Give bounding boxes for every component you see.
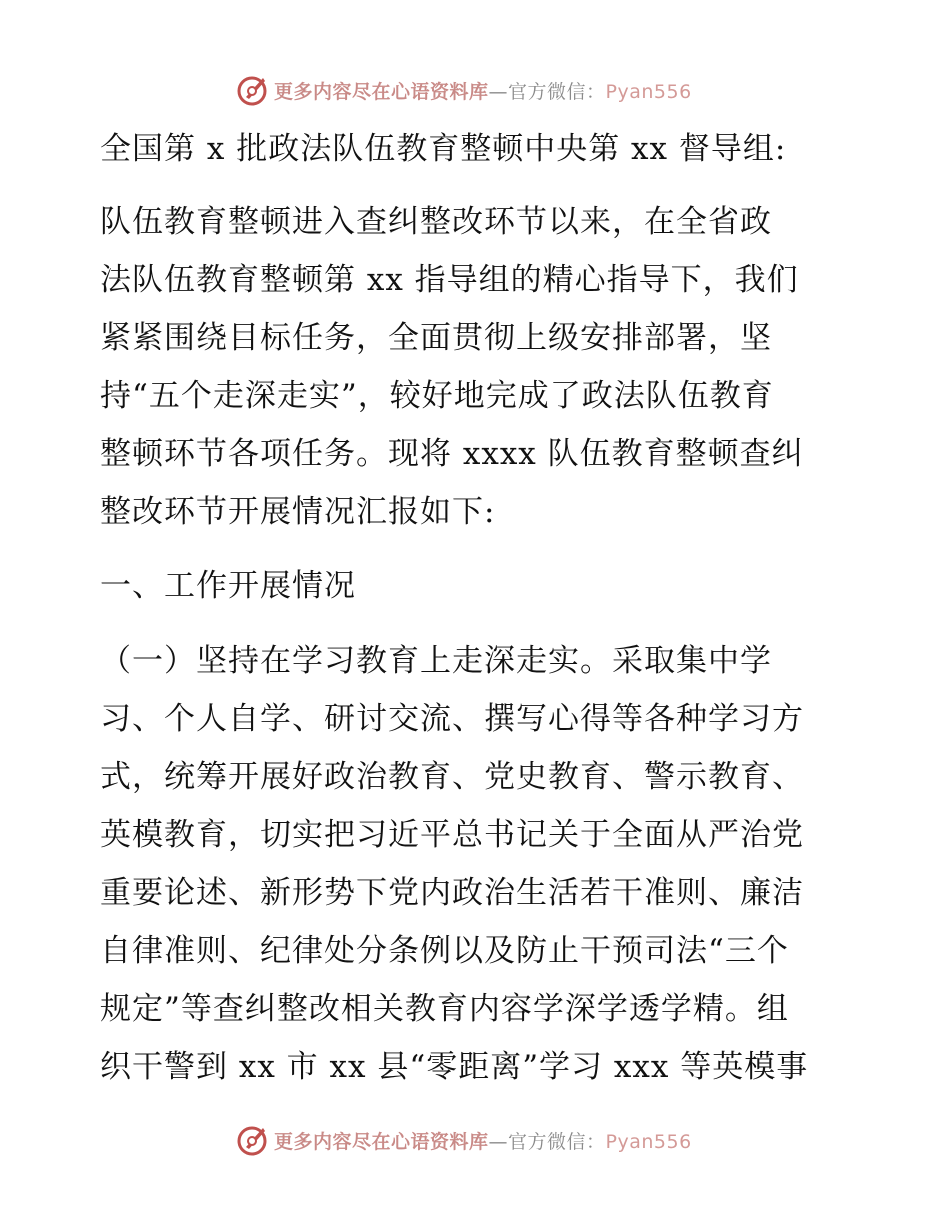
intro-line: 持“五个走深走实”，较好地完成了政法队伍教育 (100, 378, 774, 414)
feather-pen-logo-icon (236, 73, 270, 107)
section-line: 式，统筹开展好政治教育、党史教育、警示教育、 (100, 759, 804, 795)
banner-main-text: 更多内容尽在心语资料库 (274, 80, 489, 103)
banner-separator: — (488, 80, 509, 103)
salutation: 全国第 x 批政法队伍教育整顿中央第 xx 督导组: (100, 131, 787, 167)
intro-line: 队伍教育整顿进入查纠整改环节以来，在全省政 (100, 204, 772, 240)
intro-line: 整顿环节各项任务。现将 xxxx 队伍教育整顿查纠 (100, 436, 804, 472)
banner-wechat-label: 官方微信： (508, 80, 606, 103)
feather-pen-logo-icon (236, 1123, 270, 1157)
banner-text (274, 1127, 692, 1154)
section-heading: 一、工作开展情况 (100, 568, 356, 604)
banner-main-text: 更多内容尽在心语资料库 (274, 1130, 489, 1153)
intro-line: 整改环节开展情况汇报如下: (100, 494, 496, 530)
header-watermark-banner (0, 70, 950, 110)
footer-watermark-banner (0, 1120, 950, 1160)
section-line: （一）坚持在学习教育上走深走实。采取集中学 (100, 643, 772, 679)
section-line: 自律准则、纪律处分条例以及防止干预司法“三个 (100, 933, 789, 969)
banner-content (236, 1120, 692, 1160)
banner-separator: — (488, 1130, 509, 1153)
section-line: 织干警到 xx 市 xx 县“零距离”学习 xxx 等英模事 (100, 1049, 809, 1085)
section-line: 习、个人自学、研讨交流、撰写心得等各种学习方 (100, 701, 804, 737)
section-line: 重要论述、新形势下党内政治生活若干准则、廉洁 (100, 875, 804, 911)
banner-wechat-label: 官方微信： (508, 1130, 606, 1153)
banner-account: Pyan556 (605, 1130, 692, 1153)
banner-text (274, 77, 692, 104)
banner-account: Pyan556 (605, 80, 692, 103)
section-line: 英模教育，切实把习近平总书记关于全面从严治党 (100, 817, 804, 853)
banner-content (236, 70, 692, 110)
intro-line: 紧紧围绕目标任务，全面贯彻上级安排部署，坚 (100, 320, 772, 356)
section-line: 规定”等查纠整改相关教育内容学深学透学精。组 (100, 991, 789, 1027)
intro-line: 法队伍教育整顿第 xx 指导组的精心指导下，我们 (100, 262, 799, 298)
